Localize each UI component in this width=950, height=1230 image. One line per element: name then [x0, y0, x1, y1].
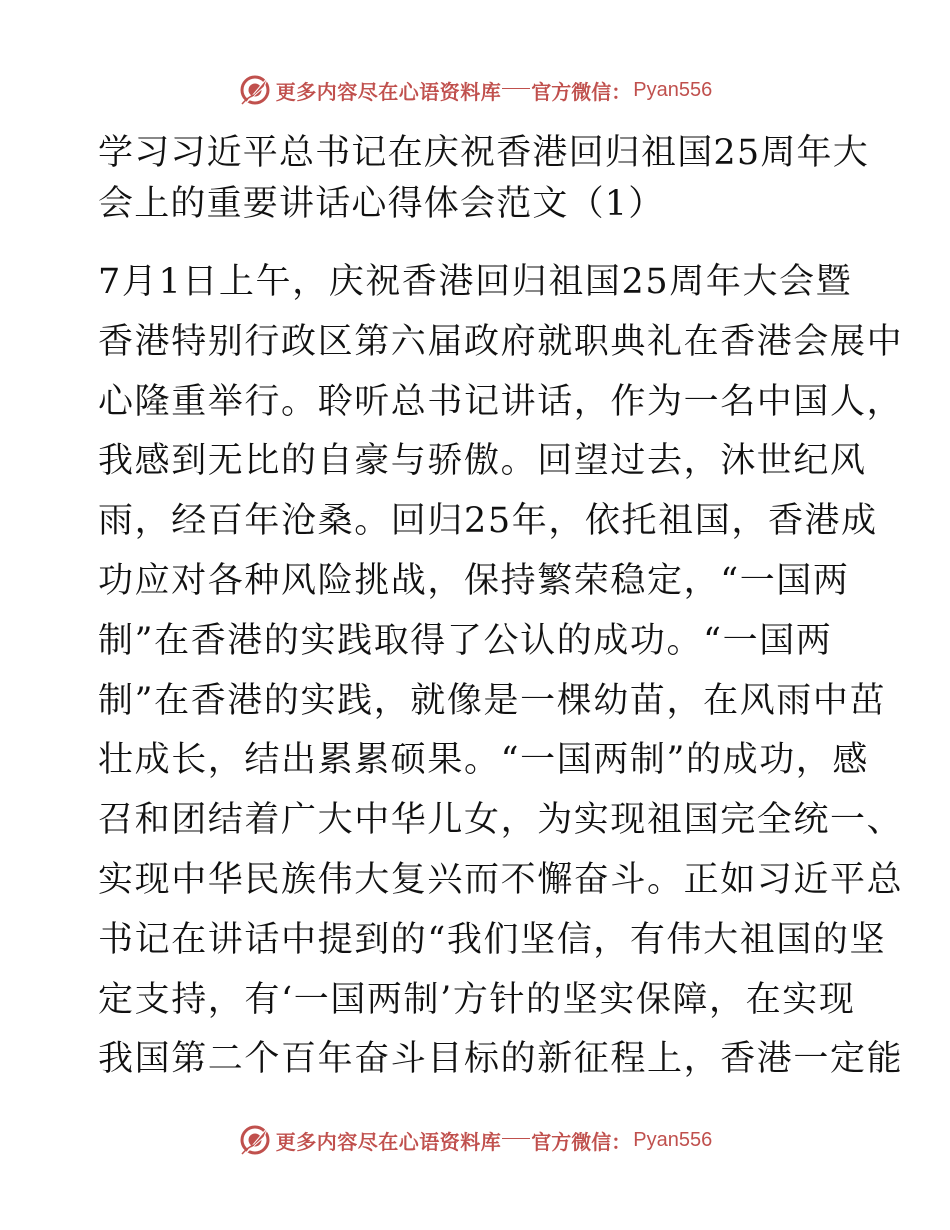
body-line: 定支持，有‘一国两制’方针的坚实保障，在实现: [98, 979, 856, 1020]
body-line: 香港特别行政区第六届政府就职典礼在香港会展中: [98, 321, 904, 362]
watermark-site-text: 更多内容尽在心语资料库: [275, 79, 502, 104]
title-line: 会上的重要讲话心得体会范文（1）: [98, 184, 665, 224]
watermark-label: 官方微信：: [531, 79, 632, 104]
body-line: 书记在讲话中提到的“我们坚信，有伟大祖国的坚: [98, 919, 887, 960]
watermark-label: 官方微信：: [531, 1129, 632, 1154]
body-line: 我国第二个百年奋斗目标的新征程上，香港一定能: [98, 1039, 904, 1080]
watermark-dash: [502, 1138, 530, 1139]
body-line: 心隆重举行。聆听总书记讲话，作为一名中国人，: [98, 381, 904, 422]
watermark-account: Pyan556: [633, 78, 713, 101]
body-line: 雨，经百年沧桑。回归25年，依托祖国，香港成: [98, 501, 878, 542]
body-line: 制”在香港的实践取得了公认的成功。“一国两: [98, 620, 833, 661]
body-line: 我感到无比的自豪与骄傲。回望过去，沐世纪风: [98, 441, 867, 482]
title-line: 学习习近平总书记在庆祝香港回归祖国25周年大: [98, 133, 869, 173]
body-line: 召和团结着广大中华儿女，为实现祖国完全统一、: [98, 800, 904, 841]
watermark-site-text: 更多内容尽在心语资料库: [275, 1129, 502, 1154]
quill-logo-icon: [238, 73, 272, 107]
body-line: 功应对各种风险挑战，保持繁荣稳定，“一国两: [98, 560, 850, 601]
quill-logo-icon: [238, 1123, 272, 1157]
watermark-account: Pyan556: [633, 1128, 713, 1151]
body-line: 壮成长，结出累累硕果。“一国两制”的成功，感: [98, 740, 869, 781]
body-paragraph: [98, 258, 904, 1095]
watermark-dash: [502, 88, 530, 89]
body-line: 制”在香港的实践，就像是一棵幼苗，在风雨中茁: [98, 680, 887, 721]
document-title: [98, 128, 869, 230]
footer-watermark: [0, 1118, 950, 1162]
body-line: 7月1日上午，庆祝香港回归祖国25周年大会暨: [98, 262, 853, 302]
header-watermark: [0, 68, 950, 112]
body-line: 实现中华民族伟大复兴而不懈奋斗。正如习近平总: [98, 859, 904, 900]
